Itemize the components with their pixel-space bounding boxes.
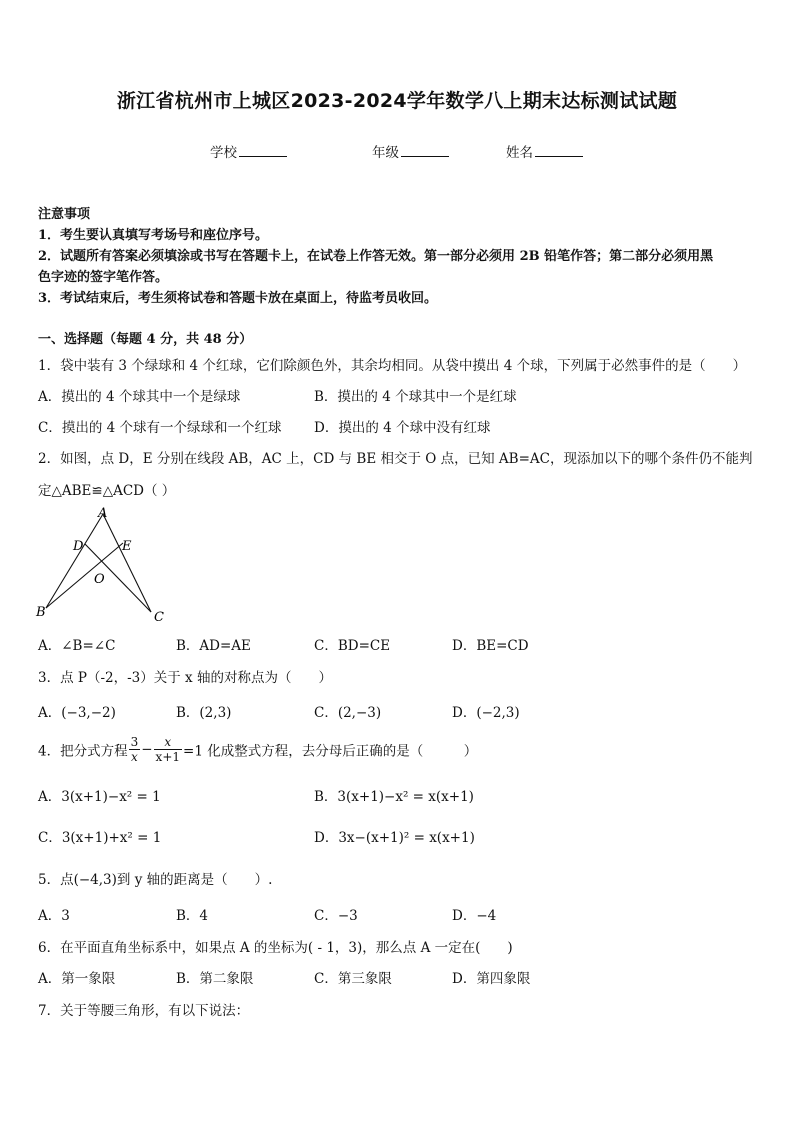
q4-frac1-num: 3 xyxy=(130,735,139,749)
grade-blank xyxy=(401,144,449,157)
label-e: E xyxy=(122,539,132,554)
notes-heading: 注意事项 xyxy=(38,207,91,222)
q3-option-b: B．(2,3) xyxy=(176,705,232,721)
q3-option-d: D．(−2,3) xyxy=(452,705,520,721)
q6-option-b: B．第二象限 xyxy=(176,971,254,987)
q2-option-c: C．BD=CE xyxy=(314,638,391,654)
q4-option-d: D．3x−(x+1)² = x(x+1) xyxy=(314,830,475,846)
q5-option-c: C．−3 xyxy=(314,908,358,924)
name-field xyxy=(506,141,583,161)
q1-option-d: D．摸出的 4 个球中没有红球 xyxy=(314,420,491,436)
label-c: C xyxy=(154,610,164,625)
note-item-2: 2．试题所有答案必须填涂或书写在答题卡上，在试卷上作答无效。第一部分必须用 2B 铅笔作答；第二部分必须用黑 xyxy=(38,249,714,264)
q4-frac2-den: x+1 xyxy=(155,750,181,764)
school-blank xyxy=(239,144,287,157)
q5-stem: 5．点(−4,3)到 y 轴的距离是（ ）. xyxy=(38,872,273,888)
q4-option-b: B．3(x+1)−x² = x(x+1) xyxy=(314,789,474,805)
name-label: 姓名 xyxy=(506,145,533,161)
q2-option-a: A．∠B=∠C xyxy=(38,638,116,654)
q4-fraction-1 xyxy=(129,735,141,764)
q7-stem: 7．关于等腰三角形，有以下说法： xyxy=(38,1003,250,1019)
q2-stem-line2: 定△ABE≌△ACD（ ） xyxy=(38,483,176,499)
q5-option-b: B．4 xyxy=(176,908,209,924)
q6-option-a: A．第一象限 xyxy=(38,971,116,987)
q3-option-c: C．(2,−3) xyxy=(314,705,382,721)
q3-stem: 3．点 P（-2，-3）关于 x 轴的对称点为（ ） xyxy=(38,670,332,686)
q2-option-b: B．AD=AE xyxy=(176,638,251,654)
school-field xyxy=(210,141,287,161)
q2-option-d: D．BE=CD xyxy=(452,638,529,654)
note-item-3: 3．考试结束后，考生须将试卷和答题卡放在桌面上，待监考员收回。 xyxy=(38,291,438,306)
grade-field xyxy=(372,141,449,161)
q1-option-c: C．摸出的 4 个球有一个绿球和一个红球 xyxy=(38,420,282,436)
q6-option-c: C．第三象限 xyxy=(314,971,392,987)
triangle-figure xyxy=(30,502,180,627)
q4-minus: − xyxy=(141,741,153,758)
grade-label: 年级 xyxy=(372,145,399,161)
school-label: 学校 xyxy=(210,145,237,161)
page-title: 浙江省杭州市上城区2023-2024学年数学八上期末达标测试试题 xyxy=(116,90,678,112)
q1-option-a: A．摸出的 4 个球其中一个是绿球 xyxy=(38,389,241,405)
label-a: A xyxy=(98,506,108,521)
q6-option-d: D．第四象限 xyxy=(452,971,531,987)
q4-option-c: C．3(x+1)+x² = 1 xyxy=(38,830,162,846)
q4-fraction-2 xyxy=(154,735,182,764)
note-item-1: 1．考生要认真填写考场号和座位序号。 xyxy=(38,228,269,243)
q4-stem-pre: 4．把分式方程 xyxy=(38,743,128,760)
q5-option-d: D．−4 xyxy=(452,908,497,924)
q1-stem: 1．袋中装有 3 个绿球和 4 个红球，它们除颜色外，其余均相同。从袋中摸出 4 个球，下列属于必然事件的是（ ） xyxy=(38,358,747,374)
note-item-2-cont: 色字迹的签字笔作答。 xyxy=(38,270,169,285)
q3-option-a: A．(−3,−2) xyxy=(38,705,116,721)
q6-stem: 6．在平面直角坐标系中，如果点 A 的坐标为( - 1，3)，那么点 A 一定在( ) xyxy=(38,940,513,956)
label-d: D xyxy=(73,539,84,554)
label-b: B xyxy=(36,605,46,620)
q4-stem-post: =1 化成整式方程，去分母后正确的是（ ） xyxy=(183,743,478,760)
q4-stem xyxy=(38,735,477,764)
label-o: O xyxy=(94,572,105,587)
q2-stem-line1: 2．如图，点 D，E 分别在线段 AB，AC 上，CD 与 BE 相交于 O 点，已知 AB=AC，现添加以下的哪个条件仍不能判 xyxy=(38,451,753,467)
q4-frac2-num: x xyxy=(154,735,182,750)
q4-option-a: A．3(x+1)−x² = 1 xyxy=(38,789,161,805)
section-heading: 一、选择题（每题 4 分，共 48 分） xyxy=(38,332,253,347)
name-blank xyxy=(535,144,583,157)
q1-option-b: B．摸出的 4 个球其中一个是红球 xyxy=(314,389,517,405)
q4-frac1-den: x xyxy=(131,750,138,764)
q5-option-a: A．3 xyxy=(38,908,70,924)
